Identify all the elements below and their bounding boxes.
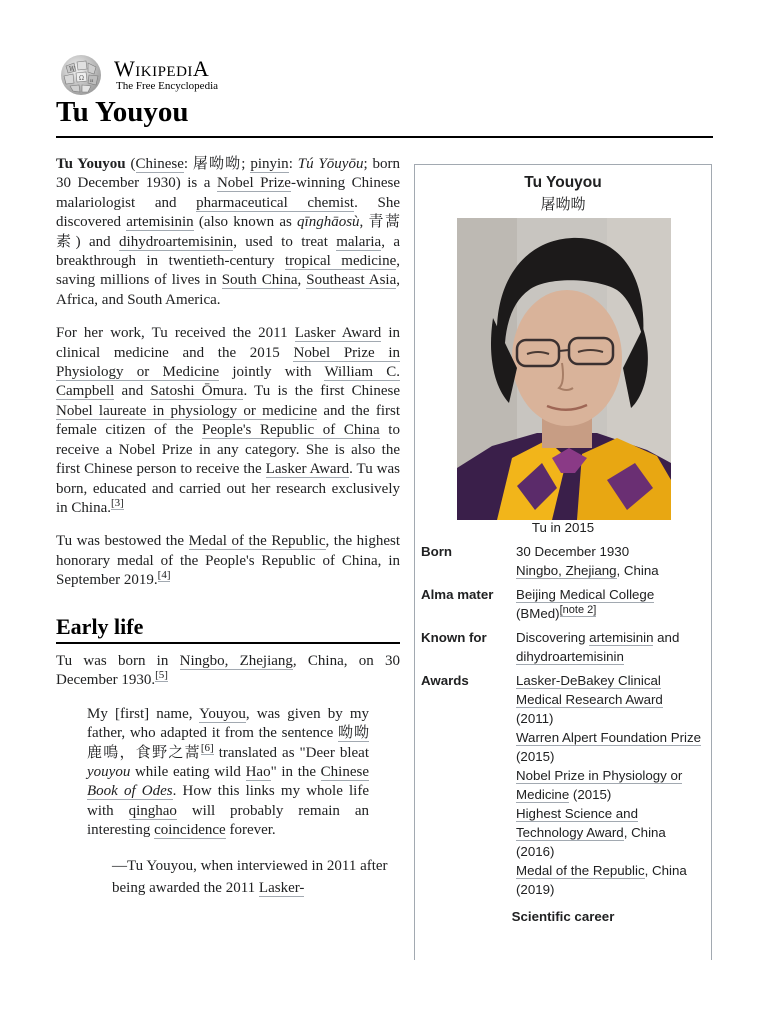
known-for-label: Known for <box>421 630 487 645</box>
svg-text:W: W <box>69 66 76 73</box>
early-life-heading: Early life <box>56 617 400 644</box>
medal-of-republic-link[interactable]: Medal of the Republic <box>188 533 326 550</box>
nobel-prize-link[interactable]: Nobel Prize <box>216 175 291 192</box>
blockquote <box>87 705 369 841</box>
awards-label: Awards <box>421 673 469 688</box>
reference-3[interactable]: [3] <box>111 496 124 509</box>
born-value: 30 December 1930 Ningbo, Zhejiang, China <box>516 544 659 578</box>
note-2-link[interactable]: [note 2] <box>559 603 597 616</box>
beijing-medical-college-link[interactable]: Beijing Medical College <box>516 587 655 602</box>
svg-text:Ω: Ω <box>79 75 84 82</box>
awards-paragraph: For her work, Tu received the 2011 Lasker Award in clinical medicine and the 2015 Nobel Prize in Physiology or Medicine jointly with William C. Campbell and Satoshi Ōmura. Tu is the first Chinese Nobel laureate in physiology or medicine and the first female citizen of the People's Republic of China to receive a Nobel Prize in any category. She is also the first Chinese person to receive the Lasker Award. Tu was born, educated and carried out her research exclusively in China.[3] <box>56 325 401 516</box>
pharmaceutical-chemist-link[interactable]: pharmaceutical chemist <box>196 194 355 211</box>
wikipedia-wordmark: WikipediA <box>114 56 210 81</box>
youyou-link[interactable]: Youyou <box>199 705 246 722</box>
satoshi-omura-link[interactable]: Satoshi Ōmura <box>150 383 244 400</box>
infobox-native-name: 屠呦呦 <box>540 196 586 213</box>
known-for-value: Discovering artemisinin and dihydroartemisinin <box>516 630 680 664</box>
page-title: Tu Youyou <box>56 96 189 128</box>
wikipedia-globe-icon[interactable] <box>56 54 106 96</box>
quote-citation: —Tu Youyou, when interviewed in 2011 after being awarded the 2011 Lasker- <box>112 857 388 896</box>
born-place-link[interactable]: Ningbo, Zhejiang <box>516 563 617 578</box>
nobel-physiology-link[interactable]: Nobel Prize in Physiology or Medicine <box>56 344 400 381</box>
award-highest-science-link[interactable]: Highest Science and Technology Award <box>516 806 638 840</box>
alma-mater-value: Beijing Medical College (BMed)[note 2] <box>516 587 655 621</box>
born-row <box>421 542 707 585</box>
born-label: Born <box>421 544 453 559</box>
wikipedia-header[interactable] <box>56 54 276 96</box>
lasker-citation-link[interactable]: Lasker- <box>258 879 305 896</box>
alma-mater-label: Alma mater <box>421 587 494 602</box>
photo-caption: Tu in 2015 <box>531 520 595 535</box>
award-medal-republic-link[interactable]: Medal of the Republic <box>516 863 645 878</box>
tropical-medicine-link[interactable]: tropical medicine <box>284 253 397 270</box>
early-life-paragraph: Tu was born in Ningbo, Zhejiang, China, on 30 December 1930.[5] <box>56 652 400 689</box>
infobox-name: Tu Youyou <box>524 174 602 191</box>
dihydroartemisinin-link[interactable]: dihydroartemisinin <box>119 233 234 250</box>
coincidence-link[interactable]: coincidence <box>154 822 226 839</box>
award-nobel-link[interactable]: Nobel Prize in Physiology or Medicine <box>516 768 683 802</box>
medal-paragraph: Tu was bestowed the Medal of the Republic, the highest honorary medal of the People's Republic of China, in September 2019.[4] <box>56 533 400 589</box>
known-for-dihydroartemisinin-link[interactable]: dihydroartemisinin <box>516 649 624 664</box>
pinyin-link[interactable]: pinyin <box>250 156 289 172</box>
artemisinin-link[interactable]: artemisinin <box>126 214 194 231</box>
known-for-row <box>421 628 707 671</box>
awards-row <box>421 671 707 904</box>
wikipedia-tagline: The Free Encyclopedia <box>116 80 219 92</box>
reference-6[interactable]: [6] <box>200 741 214 754</box>
southeast-asia-link[interactable]: Southeast Asia <box>306 272 397 289</box>
article-body <box>56 155 400 899</box>
awards-value: Lasker-DeBakey Clinical Medical Research Award (2011) Warren Alpert Foundation Prize (2015) Nobel Prize in Physiology or Medicine (2015) Highest Science and Technology Award, China (2016) Medal of the Republic, China (2019) <box>516 673 702 897</box>
award-warren-alpert-link[interactable]: Warren Alpert Foundation Prize <box>516 730 702 745</box>
title-divider <box>56 136 713 138</box>
hao-link[interactable]: Hao <box>245 763 271 780</box>
intro-paragraph: Tu Youyou (Chinese: 屠呦呦; pinyin: Tú Yōuyōu; born 30 December 1930) is a Nobel Prize-winning Chinese malariologist and pharmaceutical chemist. She discovered artemisinin (also known as qīnghāosù, 青蒿素) and dihydroartemisinin, used to treat malaria, a breakthrough in twentieth-century tropical medicine, saving millions of lives in South China, Southeast Asia, Africa, and South America. <box>56 156 401 308</box>
chinese-book-of-odes-link[interactable]: Chinese Book of Odes <box>87 763 369 800</box>
nobel-laureate-link[interactable]: Nobel laureate in physiology or medicine <box>56 402 318 419</box>
portrait-photo[interactable] <box>457 218 671 520</box>
reference-5[interactable]: [5] <box>155 669 168 682</box>
award-lasker-debakey-link[interactable]: Lasker-DeBakey Clinical Medical Research Award <box>516 673 663 707</box>
alma-mater-row <box>421 585 707 628</box>
svg-text:и: и <box>90 78 94 84</box>
phrase-link[interactable]: 呦呦 <box>338 725 369 742</box>
lasker-award-link-2[interactable]: Lasker Award <box>265 461 350 478</box>
infobox <box>414 164 712 960</box>
reference-4[interactable]: [4] <box>157 569 171 582</box>
quote-text: My [first] name, Youyou, was given by my father, who adapted it from the sentence 呦呦鹿鳴，食野之蒿[6] translated as "Deer bleat youyou while eating wild Hao" in the Chinese Book of Odes. How this links my whole life with qinghao will probably remain an interesting coincidence forever. <box>87 705 369 839</box>
william-campbell-link[interactable]: William C. Campbell <box>56 364 400 400</box>
qinghao-link[interactable]: qinghao <box>128 802 177 819</box>
prc-link[interactable]: People's Republic of China <box>202 422 380 439</box>
south-china-link[interactable]: South China <box>221 272 298 289</box>
known-for-artemisinin-link[interactable]: artemisinin <box>589 630 654 645</box>
chinese-link[interactable]: Chinese <box>135 156 184 172</box>
ningbo-link[interactable]: Ningbo, Zhejiang <box>179 652 293 669</box>
scientific-career-heading: Scientific career <box>511 909 615 924</box>
lasker-award-link[interactable]: Lasker Award <box>294 325 382 342</box>
infobox-table <box>421 542 707 904</box>
malaria-link[interactable]: malaria <box>336 233 382 250</box>
